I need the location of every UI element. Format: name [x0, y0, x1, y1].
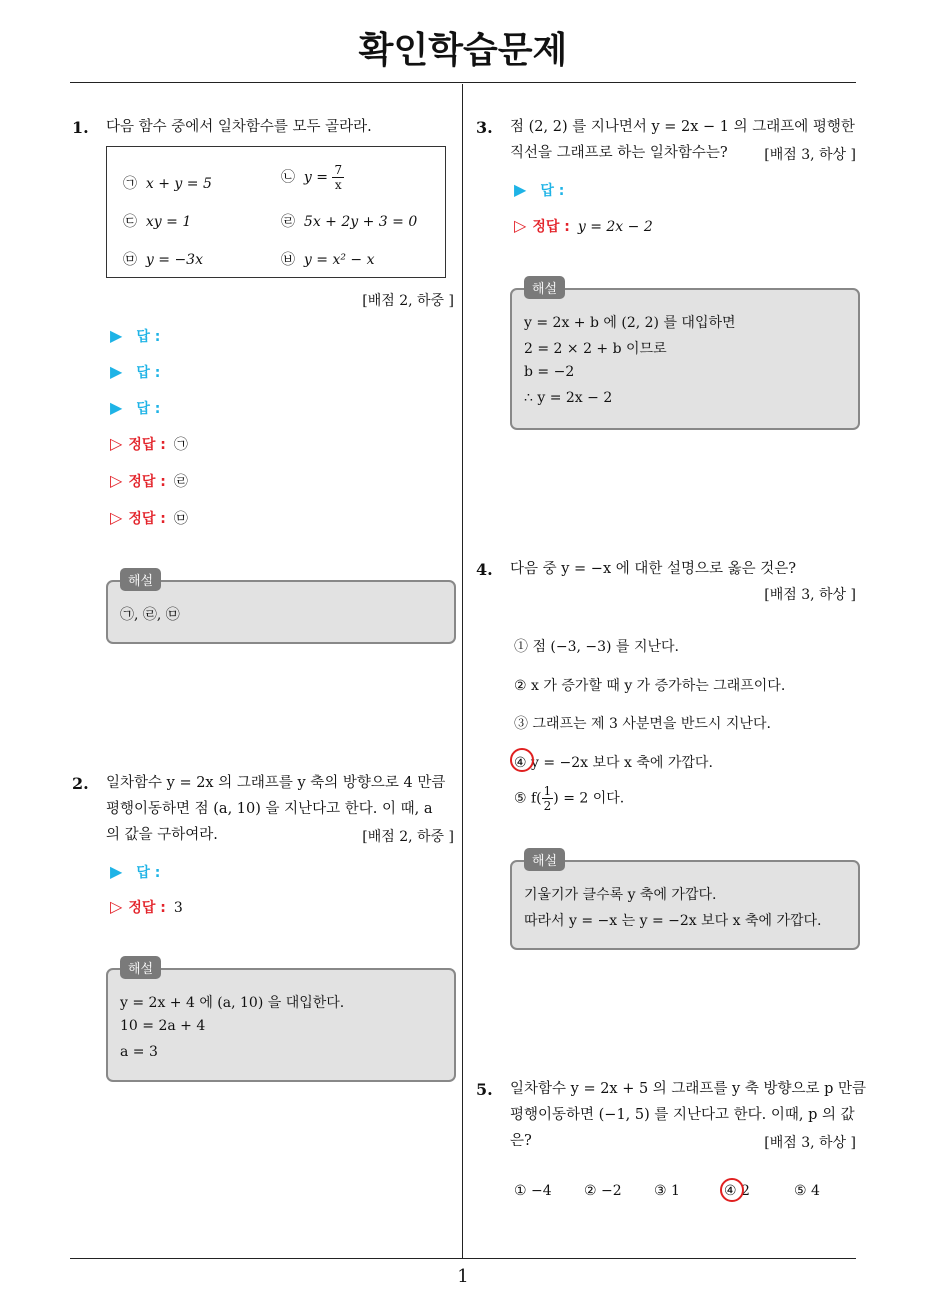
q3-solution-line-4: ∴ y = 2x − 2 — [524, 390, 613, 406]
play-icon: ▶ — [110, 862, 123, 881]
q5-choice-2[interactable]: ② −2 — [584, 1183, 622, 1199]
q3-solution-box — [510, 288, 860, 430]
q3-line-1: 점 (2, 2) 를 지나면서 y = 2x − 1 의 그래프에 평행한 — [510, 119, 855, 135]
q4-solution-tag: 해설 — [524, 848, 565, 871]
q4-choice-4[interactable]: ④ y = −2x 보다 x 축에 가깝다. — [514, 755, 713, 771]
q2-line-2: 평행이동하면 점 (a, 10) 을 지난다고 한다. 이 때, a — [106, 801, 433, 817]
q5-line-1: 일차함수 y = 2x + 5 의 그래프를 y 축 방향으로 p 만큼 — [510, 1081, 867, 1097]
q1-correct-2: ▷ 정답 : ㉣ — [110, 471, 188, 490]
q2-solution-tag: 해설 — [120, 956, 161, 979]
q4-choice-1[interactable]: ① 점 (−3, −3) 를 지난다. — [514, 639, 679, 655]
selected-answer-circle-icon — [720, 1178, 744, 1202]
page-number: 1 — [457, 1266, 469, 1287]
q1-option-5: ㉤ y = −3x — [123, 252, 203, 268]
q2-meta: [배점 2, 하중 ] — [362, 829, 454, 845]
q1-correct-3: ▷ 정답 : ㉤ — [110, 508, 188, 527]
q4-choice-2[interactable]: ② x 가 증가할 때 y 가 증가하는 그래프이다. — [514, 678, 786, 694]
q3-line-2: 직선을 그래프로 하는 일차함수는? — [510, 145, 728, 161]
q5-line-2: 평행이동하면 (−1, 5) 를 지난다고 한다. 이때, p 의 값 — [510, 1107, 855, 1123]
q4-choice-5[interactable]: ⑤ f( $\frac{1}{2}$ ) = 2 이다. — [514, 784, 625, 813]
q2-number: 2. — [72, 774, 89, 793]
q1-option-2: ㉡ y = $\frac{7}{x}$ — [281, 163, 343, 192]
q3-solution-line-3: b = −2 — [524, 364, 575, 380]
triangle-outline-icon: ▷ — [110, 897, 123, 916]
play-icon: ▶ — [110, 398, 123, 417]
play-icon: ▶ — [110, 362, 123, 381]
triangle-outline-icon: ▷ — [514, 216, 527, 235]
q3-solution-line-2: 2 = 2 × 2 + b 이므로 — [524, 341, 667, 357]
q1-option-3: ㉢ xy = 1 — [123, 214, 192, 230]
q5-number: 5. — [476, 1080, 493, 1099]
q5-line-3: 은? — [510, 1133, 532, 1149]
q5-choice-3[interactable]: ③ 1 — [654, 1183, 680, 1199]
q4-solution-box — [510, 860, 860, 950]
q3-meta: [배점 3, 하상 ] — [764, 147, 856, 163]
q1-correct-1: ▷ 정답 : ㉠ — [110, 434, 188, 453]
play-icon: ▶ — [514, 180, 527, 199]
q3-solution-line-1: y = 2x + b 에 (2, 2) 를 대입하면 — [524, 315, 736, 331]
column-divider — [462, 84, 463, 1258]
q1-option-6: ㉥ y = x² − x — [281, 252, 375, 268]
triangle-outline-icon: ▷ — [110, 434, 123, 453]
q5-choice-5[interactable]: ⑤ 4 — [794, 1183, 820, 1199]
page-title: 확인학습문제 — [358, 30, 568, 71]
q4-solution-line-1: 기울기가 클수록 y 축에 가깝다. — [524, 887, 717, 903]
q4-choice-3[interactable]: ③ 그래프는 제 3 사분면을 반드시 지난다. — [514, 716, 771, 732]
q1-text: 다음 함수 중에서 일차함수를 모두 골라라. — [106, 119, 372, 135]
q1-solution-tag: 해설 — [120, 568, 161, 591]
q2-solution-line-3: a = 3 — [120, 1044, 158, 1060]
q5-choice-4[interactable]: ④ 2 — [724, 1183, 750, 1199]
q4-text: 다음 중 y = −x 에 대한 설명으로 옳은 것은? — [510, 561, 797, 577]
q1-number: 1. — [72, 118, 89, 137]
q1-option-4: ㉣ 5x + 2y + 3 = 0 — [281, 214, 418, 230]
q2-line-3: 의 값을 구하여라. — [106, 827, 218, 843]
q3-number: 3. — [476, 118, 493, 137]
q2-solution-line-2: 10 = 2a + 4 — [120, 1018, 206, 1034]
q2-answer[interactable]: ▶ 답 : — [110, 862, 161, 881]
q1-answer-3[interactable]: ▶ 답 : — [110, 398, 161, 417]
q2-line-1: 일차함수 y = 2x 의 그래프를 y 축의 방향으로 4 만큼 — [106, 775, 446, 791]
q1-answer-2[interactable]: ▶ 답 : — [110, 362, 161, 381]
selected-answer-circle-icon — [510, 748, 534, 772]
q1-options-box — [106, 146, 446, 278]
q1-meta: [배점 2, 하중 ] — [362, 293, 454, 309]
q5-meta: [배점 3, 하상 ] — [764, 1135, 856, 1151]
q2-solution-box — [106, 968, 456, 1082]
q2-correct: ▷ 정답 : 3 — [110, 897, 183, 916]
q5-choice-1[interactable]: ① −4 — [514, 1183, 552, 1199]
q4-solution-line-2: 따라서 y = −x 는 y = −2x 보다 x 축에 가깝다. — [524, 913, 822, 929]
q4-number: 4. — [476, 560, 493, 579]
q2-solution-line-1: y = 2x + 4 에 (a, 10) 을 대입한다. — [120, 995, 345, 1011]
q3-solution-tag: 해설 — [524, 276, 565, 299]
q1-answer-1[interactable]: ▶ 답 : — [110, 326, 161, 345]
q4-meta: [배점 3, 하상 ] — [764, 587, 856, 603]
bottom-rule — [70, 1258, 856, 1259]
q1-option-1: ㉠ x + y = 5 — [123, 176, 212, 192]
triangle-outline-icon: ▷ — [110, 471, 123, 490]
play-icon: ▶ — [110, 326, 123, 345]
triangle-outline-icon: ▷ — [110, 508, 123, 527]
q1-solution-line: ㉠, ㉣, ㉤ — [120, 607, 180, 623]
q3-answer[interactable]: ▶ 답 : — [514, 180, 565, 199]
top-rule — [70, 82, 856, 83]
q3-correct: ▷ 정답 : y = 2x − 2 — [514, 216, 653, 235]
